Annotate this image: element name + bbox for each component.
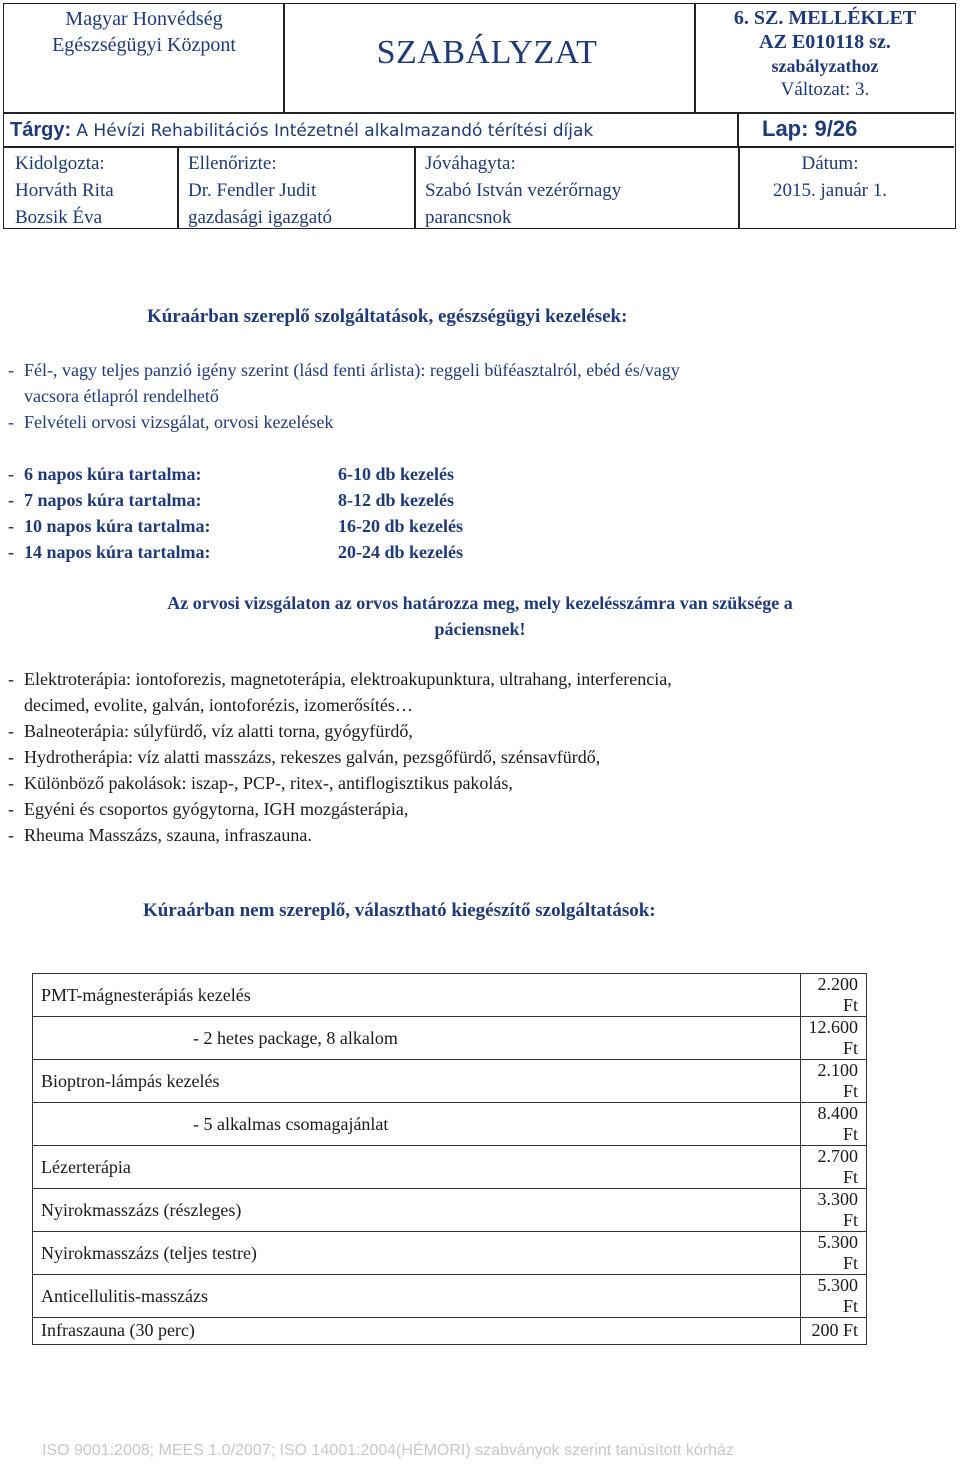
checked-label: Ellenőrizte: [188,153,277,174]
service-name: Infraszauna (30 perc) [33,1318,801,1345]
document-date [750,150,910,204]
list-item-continuation: vacsora étlapról rendelhető [24,386,219,406]
list-item: - Balneoterápia: súlyfürdő, víz alatti torna, gyógyfürdő, [8,721,413,741]
table-row [33,1189,867,1232]
table-row [33,1103,867,1146]
org-line1: Magyar Honvédség [65,8,223,30]
prepared-name1: Horváth Rita [15,180,114,201]
cure-row: - 7 napos kúra tartalma: 8-12 db kezelés [8,490,454,510]
service-name: Anticellulitis-masszázs [33,1275,801,1318]
list-item: - Egyéni és csoportos gyógytorna, IGH mozgásterápia, [8,799,409,819]
service-name: PMT-mágnesterápiás kezelés [33,974,801,1017]
table-row [33,1146,867,1189]
list-item: - Különböző pakolások: iszap-, PCP-, ritex-, antiflogisztikus pakolás, [8,773,513,793]
checked-by [188,150,332,231]
list-item: - Elektroterápia: iontoforezis, magnetoterápia, elektroakupunktura, ultrahang, interferencia, [8,669,672,689]
org-line2: Egészségügyi Központ [52,34,236,56]
list-item-continuation: decimed, evolite, galván, iontoforézis, izomerősítés… [24,695,413,715]
document-title: SZABÁLYZAT [376,34,598,71]
subject-line [10,116,593,144]
service-price: 5.300 Ft [800,1275,867,1318]
service-name: - 5 alkalmas csomagajánlat [33,1103,801,1146]
subject-label: Tárgy: [10,119,72,141]
service-price: 3.300 Ft [800,1189,867,1232]
service-price: 5.300 Ft [800,1232,867,1275]
approved-label: Jóváhagyta: [425,153,516,174]
service-price: 2.100 Ft [800,1060,867,1103]
service-price: 12.600 Ft [800,1017,867,1060]
subject-text: A Hévízi Rehabilitációs Intézetnél alkalmazandó térítési díjak [76,121,594,141]
table-row [33,1060,867,1103]
service-price: 2.200 Ft [800,974,867,1017]
table-row [33,974,867,1017]
annex-reference [700,6,950,102]
service-name: - 2 hetes package, 8 alkalom [33,1017,801,1060]
table-row [33,1275,867,1318]
list-item: - Fél-, vagy teljes panzió igény szerint (lásd fenti árlista): reggeli büféasztalról, ebéd és/vagy [8,360,680,380]
prepared-label: Kidolgozta: [15,153,105,174]
price-table [32,973,867,1345]
section2-heading: Kúraárban nem szereplő, választható kiegészítő szolgáltatások: [143,900,656,921]
annex-line2: AZ E010118 sz. [759,31,891,53]
cure-row: - 6 napos kúra tartalma: 6-10 db kezelés [8,464,454,484]
table-row [33,1318,867,1345]
page-number: Lap: 9/26 [762,116,858,141]
organization-name [14,6,274,58]
cure-row: - 14 napos kúra tartalma: 20-24 db kezelés [8,542,463,562]
list-item: - Felvételi orvosi vizsgálat, orvosi kezelések [8,412,334,432]
annex-line3: szabályzathoz [771,56,879,76]
cure-row: - 10 napos kúra tartalma: 16-20 db kezelés [8,516,463,536]
service-name: Bioptron-lámpás kezelés [33,1060,801,1103]
list-item: - Hydrotherápia: víz alatti masszázs, rekeszes galván, pezsgőfürdő, szénsavfürdő, [8,747,601,767]
service-price: 8.400 Ft [800,1103,867,1146]
table-row [33,1017,867,1060]
checked-title: gazdasági igazgató [188,207,333,228]
checked-name: Dr. Fendler Judit [188,180,317,201]
service-name: Lézerterápia [33,1146,801,1189]
annex-line1: 6. SZ. MELLÉKLET [733,7,917,29]
service-name: Nyirokmasszázs (teljes testre) [33,1232,801,1275]
approved-title: parancsnok [425,207,512,228]
date-value: 2015. január 1. [773,180,887,201]
service-price: 2.700 Ft [800,1146,867,1189]
prepared-by [15,150,114,231]
certification-footer: ISO 9001:2008; MEES 1.0/2007; ISO 14001:2004(HÉMORI) szabványok szerint tanúsított kórház [42,1442,734,1459]
approved-by [425,150,621,231]
section1-heading: Kúraárban szereplő szolgáltatások, egészségügyi kezelések: [147,306,628,327]
service-price: 200 Ft [800,1318,867,1345]
prepared-name2: Bozsik Éva [15,207,103,228]
table-row [33,1232,867,1275]
approved-name: Szabó István vezérőrnagy [425,180,622,201]
list-item: - Rheuma Masszázs, szauna, infraszauna. [8,825,312,845]
date-label: Dátum: [801,153,859,174]
service-name: Nyirokmasszázs (részleges) [33,1189,801,1232]
version-label: Változat: 3. [780,79,870,100]
notice: Az orvosi vizsgálaton az orvos határozza meg, mely kezelésszámra van szüksége a páciensnek! [167,593,793,639]
